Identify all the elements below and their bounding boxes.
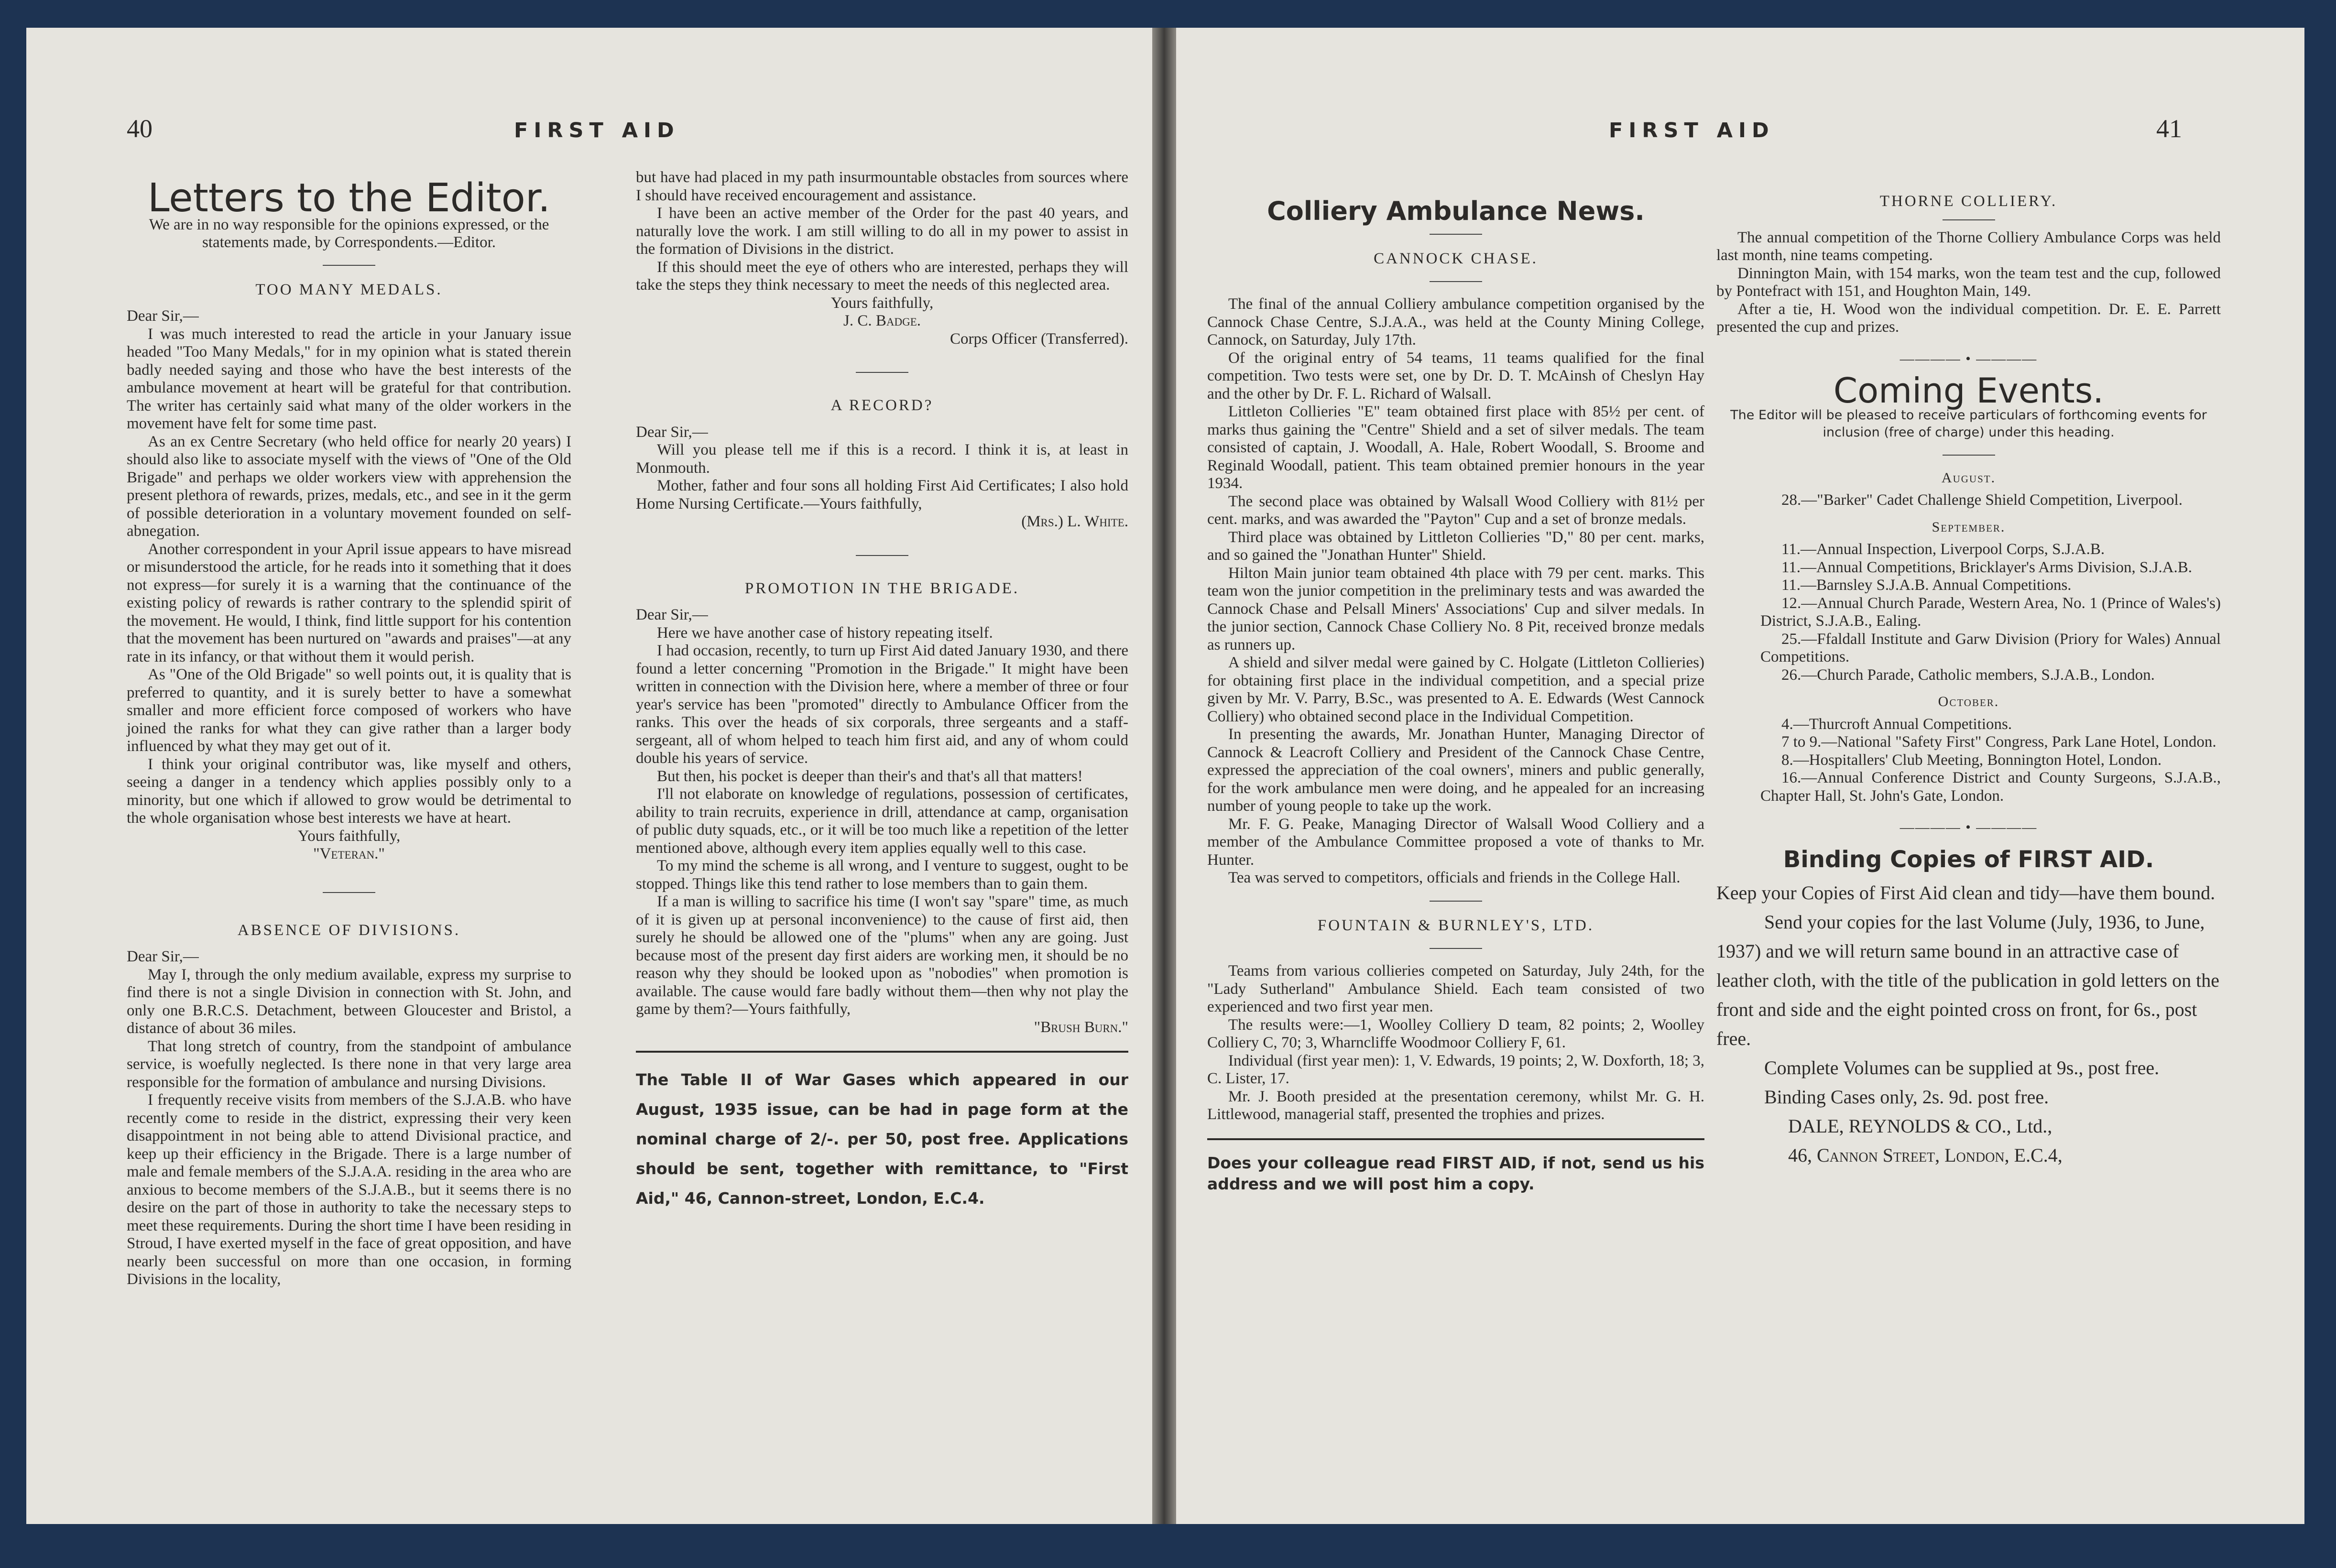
letter-title: PROMOTION IN THE BRIGADE. xyxy=(744,579,1020,597)
month-heading: August. xyxy=(1941,469,1996,486)
event-item: 12.—Annual Church Parade, Western Area, No. 1 (Prince of Wales's) District, S.J.A.B., Ealing. xyxy=(1760,594,2221,630)
divider xyxy=(1430,901,1482,902)
paragraph: If a man is willing to sacrifice his time (I won't say "spare" time, as much of it is given up at personal inconvenience) to the cause of first aid, then surely he should be allowed one of the "plums" when any are going. Just because most of the present day first aiders are working men, it should be no reason why they should be looked upon as "nobodies" when promotion is available. The cause would fare badly without them—then why not play the game by them?—Yours faithfully, xyxy=(636,893,1128,1018)
paragraph: Third place was obtained by Littleton Collieries "D," 80 per cent. marks, and so gained the "Jonathan Hunter" Shield. xyxy=(1207,528,1704,564)
paragraph: Dinnington Main, with 154 marks, won the team test and the cup, followed by Pontefract with 151, and Houghton Main, 149. xyxy=(1716,264,2221,300)
salutation: Dear Sir,— xyxy=(636,423,708,441)
paragraph: Send your copies for the last Volume (July, 1936, to June, 1937) and we will return same bound in an attractive case of leather cloth, with the title of the publication in gold letters on the front and side and the eight pointed cross on front, for 6s., post free. xyxy=(1716,911,2219,1049)
paragraph: Another correspondent in your April issue appears to have misread or misunderstood the article, for he reads into it something that it does not express—for surely it is a warning that the continuance of the existing policy of rewards is rather contrary to the splendid spirit of the movement. He would, I think, find little support for his contention that the movement has been nurtured on "awards and praises"—at any rate in its infancy, or that without them it would perish. xyxy=(127,540,571,665)
letters-column-1 xyxy=(127,175,571,1289)
letters-column-2 xyxy=(636,169,1128,1213)
paragraph: As an ex Centre Secretary (who held office for nearly 20 years) I should also like to associate myself with the views of "One of the Old Brigade" and perhaps we older workers view with apprehension the present plethora of rewards, prizes, medals, etc., and see in it the germ of possible deterioration in a voluntary movement founded on self-abnegation. xyxy=(127,433,571,540)
divider xyxy=(323,892,375,893)
publisher-name: DALE, REYNOLDS & CO., Ltd., xyxy=(1788,1115,2052,1137)
editor-disclaimer: We are in no way responsible for the opinions expressed, or the statements made, by Correspondents.—Editor. xyxy=(149,216,549,251)
paragraph: but have had placed in my path insurmountable obstacles from sources where I should have received encouragement and assistance. xyxy=(636,169,1128,204)
paragraph: I was much interested to read the article in your January issue headed "Too Many Medals," for in my opinion what is stated therein badly needed saying and those who have the best interests of the ambulance movement at heart will be grateful for that contribution. The writer has certainly said what many of the older workers in the movement have felt for some time past. xyxy=(127,325,571,432)
closing: Yours faithfully, xyxy=(830,294,934,312)
salutation: Dear Sir,— xyxy=(127,948,199,965)
events-intro: The Editor will be pleased to receive particulars of forthcoming events for inclusion (free of charge) under this heading. xyxy=(1730,407,2207,440)
events-column xyxy=(1716,193,2221,1170)
event-item: 11.—Annual Competitions, Bricklayer's Arms Division, S.J.A.B. xyxy=(1781,558,2193,576)
ornament-divider: ———— • ———— xyxy=(1899,819,2038,835)
divider xyxy=(1430,948,1482,949)
paragraph: I think your original contributor was, like myself and others, seeing a danger in a tendency which applies possibly only to a minority, but one which if allowed to grow would be detrimental to the whole organisation whose best interests we have at heart. xyxy=(127,755,571,827)
running-header: FIRST AID xyxy=(1609,119,1775,142)
divider xyxy=(856,555,908,556)
paragraph: Teams from various collieries competed on Saturday, July 24th, for the "Lady Sutherland" Ambulance Shield. Each team consisted of two experienced and two first year men. xyxy=(1207,962,1704,1015)
paragraph: But then, his pocket is deeper than their's and that's all that matters! xyxy=(657,767,1083,785)
paragraph: As "One of the Old Brigade" so well points out, it is quality that is preferred to quantity, and it is surely better to have a somewhat smaller and more efficient force composed of workers who have joined the ranks for what they can give rather than a larger body influenced by what they may get out of it. xyxy=(127,666,571,755)
letter-title: TOO MANY MEDALS. xyxy=(255,281,443,298)
paragraph: Keep your Copies of First Aid clean and tidy—have them bound. xyxy=(1716,882,2216,904)
event-item: 16.—Annual Conference District and County Surgeons, S.J.A.B., Chapter Hall, St. John's Gate, London. xyxy=(1760,769,2221,805)
paragraph: I'll not elaborate on knowledge of regulations, possession of certificates, ability to train recruits, experience in drill, attendance at camp, organisation of public duty squads, etc., or it will be too much like a repetition of the letter mentioned above, although every item applies equally well to this case. xyxy=(636,785,1128,857)
left-page xyxy=(26,28,1152,1524)
events-heading: Coming Events. xyxy=(1833,370,2104,411)
paragraph: The second place was obtained by Walsall Wood Colliery with 81½ per cent. marks, and was awarded the "Payton" Cup and a set of bronze medals. xyxy=(1207,492,1704,528)
paragraph: Will you please tell me if this is a record. I think it is, at least in Monmouth. xyxy=(636,441,1128,477)
event-item: 7 to 9.—National "Safety First" Congress, Park Lane Hotel, London. xyxy=(1781,733,2216,751)
paragraph: Binding Cases only, 2s. 9d. post free. xyxy=(1764,1086,2049,1108)
signature: "Veteran." xyxy=(313,845,385,862)
event-item: 11.—Annual Inspection, Liverpool Corps, S.J.A.B. xyxy=(1781,541,2105,558)
paragraph: Mr. J. Booth presided at the presentation ceremony, whilst Mr. G. H. Littlewood, managerial staff, presented the trophies and prizes. xyxy=(1207,1088,1704,1123)
divider xyxy=(1943,455,1995,456)
paragraph: Mother, father and four sons all holding First Aid Certificates; I also hold Home Nursing Certificate.—Yours faithfully, xyxy=(636,477,1128,512)
month-heading: September. xyxy=(1932,519,2006,535)
paragraph: I frequently receive visits from members of the S.J.A.B. who have recently come to reside in the district, expressing their very keen disappointment in not being able to attend Divisional practice, and keep up their efficiency in the Brigade. There is a large number of male and female members of the S.J.A.A. residing in the area who are anxious to become members of the S.J.A.B., but it seems there is no desire on the part of those in authority to take the necessary steps to meet these requirements. During the short time I have been residing in Stroud, I have exerted myself in the face of great opposition, and have nearly been successful on more than one occasion, in forming Divisions in the locality, xyxy=(127,1091,571,1288)
paragraph: That long stretch of country, from the standpoint of ambulance service, is woefully neglected. Is there none in that very large area responsible for the formation of ambulance and nursing Divisions. xyxy=(127,1037,571,1091)
colleague-notice: Does your colleague read FIRST AID, if not, send us his address and we will post him a copy. xyxy=(1207,1138,1704,1195)
event-item: 4.—Thurcroft Annual Competitions. xyxy=(1781,715,2012,733)
paragraph: The final of the annual Colliery ambulance competition organised by the Cannock Chase Centre, S.J.A.A., was held at the County Mining College, Cannock, on Saturday, July 17th. xyxy=(1207,295,1704,348)
closing: Yours faithfully, xyxy=(297,827,401,845)
signature: "Brush Burn." xyxy=(1034,1018,1128,1036)
event-item: 28.—"Barker" Cadet Challenge Shield Competition, Liverpool. xyxy=(1781,491,2183,509)
paragraph: A shield and silver medal were gained by C. Holgate (Littleton Collieries) for obtaining first place in the individual competition, and a special prize given by Mr. V. Parry, B.Sc., was presented to A. E. Edwards (West Cannock Colliery) who obtained second place in the Individual Competition. xyxy=(1207,654,1704,725)
paragraph: Littleton Collieries "E" team obtained first place with 85½ per cent. of marks thus gaining the "Centre" Shield and a set of silver medals. The team consisted of captain, J. Woodall, A. Hale, Robert Woodall, S. Broome and Reginald Woodall, patient. This team obtained premier honours in the year 1934. xyxy=(1207,403,1704,492)
divider xyxy=(1430,281,1482,282)
event-item: 8.—Hospitallers' Club Meeting, Bonnington Hotel, London. xyxy=(1781,751,2162,769)
paragraph: The results were:—1, Woolley Colliery D team, 82 points; 2, Woolley Colliery C, 70; 3, Wharncliffe Woodmoor Colliery F, 61. xyxy=(1207,1016,1704,1051)
section-title: FOUNTAIN & BURNLEY'S, LTD. xyxy=(1317,916,1594,934)
paragraph: I have been an active member of the Order for the past 40 years, and naturally love the work. I am still willing to do all in my power to assist in the formation of Divisions in the district. xyxy=(636,205,1128,258)
paragraph: To my mind the scheme is all wrong, and I venture to suggest, ought to be stopped. Things like this tend rather to lose members than to gain them. xyxy=(636,857,1128,893)
colliery-column xyxy=(1207,197,1704,1195)
divider xyxy=(323,265,375,266)
binding-copy xyxy=(1716,878,2221,1170)
event-item: 25.—Ffaldall Institute and Garw Division (Priory for Wales) Annual Competitions. xyxy=(1760,630,2221,665)
salutation: Dear Sir,— xyxy=(636,606,708,623)
event-item: 11.—Barnsley S.J.A.B. Annual Competitions. xyxy=(1781,577,2072,594)
paragraph: Tea was served to competitors, officials and friends in the College Hall. xyxy=(1228,869,1681,886)
paragraph: Complete Volumes can be supplied at 9s., post free. xyxy=(1764,1057,2160,1078)
letter-title: A RECORD? xyxy=(830,397,934,414)
signature-title: Corps Officer (Transferred). xyxy=(950,330,1128,348)
letters-heading: Letters to the Editor. xyxy=(147,175,551,221)
binding-heading: Binding Copies of FIRST AID. xyxy=(1783,846,2154,873)
signature: J. C. Badge. xyxy=(843,312,921,329)
section-title: CANNOCK CHASE. xyxy=(1374,250,1538,267)
paragraph: The annual competition of the Thorne Colliery Ambulance Corps was held last month, nine teams competing. xyxy=(1716,229,2221,264)
paragraph: Mr. F. G. Peake, Managing Director of Walsall Wood Colliery and a member of the Ambulance Committee proposed a vote of thanks to Mr. Hunter. xyxy=(1207,815,1704,869)
paragraph: I had occasion, recently, to turn up First Aid dated January 1930, and there found a letter concerning "Promotion in the Brigade." It might have been written in connection with the Division here, where a member of three or four year's service has been "promoted" directly to Ambulance Officer from the ranks. This over the heads of six corporals, three sergeants and a staff-sergeant, all of whom helped to teach him first aid, and any of whom could double his years of service. xyxy=(636,642,1128,767)
ornament-divider: ———— • ———— xyxy=(1899,350,2038,367)
salutation: Dear Sir,— xyxy=(127,307,199,325)
letter-title: ABSENCE OF DIVISIONS. xyxy=(237,921,461,939)
month-heading: October. xyxy=(1938,694,1999,709)
paragraph: May I, through the only medium available, express my surprise to find there is not a single Division in connection with St. John, and only one B.R.C.S. Detachment, between Gloucester and Bristol, a distance of about 36 miles. xyxy=(127,966,571,1037)
right-page xyxy=(1176,28,2304,1524)
paragraph: Of the original entry of 54 teams, 11 teams qualified for the final competition. Two tests were set, one by Dr. D. T. McAinsh of Cheslyn Hay and the other by Dr. F. L. Richard of Walsall. xyxy=(1207,349,1704,403)
paragraph: Individual (first year men): 1, V. Edwards, 19 points; 2, W. Doxforth, 18; 3, C. Lister, 17. xyxy=(1207,1052,1705,1087)
paragraph: In presenting the awards, Mr. Jonathan Hunter, Managing Director of Cannock & Leacroft Colliery and President of the Cannock Chase Centre, expressed the appreciation of the coal owners', miners and public generally, for the work ambulance men were doing, and he appealed for an increasing number of young people to take up the work. xyxy=(1207,726,1704,815)
war-gases-notice: The Table II of War Gases which appeared in our August, 1935 issue, can be had in page form at the nominal charge of 2/-. per 50, post free. Applications should be sent, together with remittance, to "First Aid," 46, Cannon-street, London, E.C.4. xyxy=(636,1051,1128,1213)
publisher-address: 46, Cannon Street, London, E.C.4, xyxy=(1788,1144,2063,1166)
page-number: 40 xyxy=(127,114,153,143)
divider xyxy=(1430,234,1482,235)
signature: (Mrs.) L. White. xyxy=(1021,513,1128,530)
event-item: 26.—Church Parade, Catholic members, S.J.A.B., London. xyxy=(1781,666,2155,684)
paragraph: Hilton Main junior team obtained 4th place with 79 per cent. marks. This team won the junior competition in the preliminary tests and was awarded the Cannock Chase and Pelsall Miners' Associations' Cup and silver medals. In the junior section, Cannock Chase Colliery No. 8 Pit, received bronze medals as runners up. xyxy=(1207,564,1704,653)
colliery-heading: Colliery Ambulance News. xyxy=(1267,196,1645,226)
paragraph: After a tie, H. Wood won the individual competition. Dr. E. E. Parrett presented the cup and prizes. xyxy=(1716,300,2221,336)
divider xyxy=(856,372,908,373)
running-header: FIRST AID xyxy=(514,119,680,142)
paragraph: Here we have another case of history repeating itself. xyxy=(657,624,993,642)
paragraph: If this should meet the eye of others who are interested, perhaps they will take the steps they think necessary to meet the needs of this neglected area. xyxy=(636,258,1128,294)
page-number: 41 xyxy=(2156,114,2182,143)
binding-gutter xyxy=(1152,28,1176,1524)
section-title: THORNE COLLIERY. xyxy=(1879,193,2058,210)
divider xyxy=(1943,219,1995,220)
